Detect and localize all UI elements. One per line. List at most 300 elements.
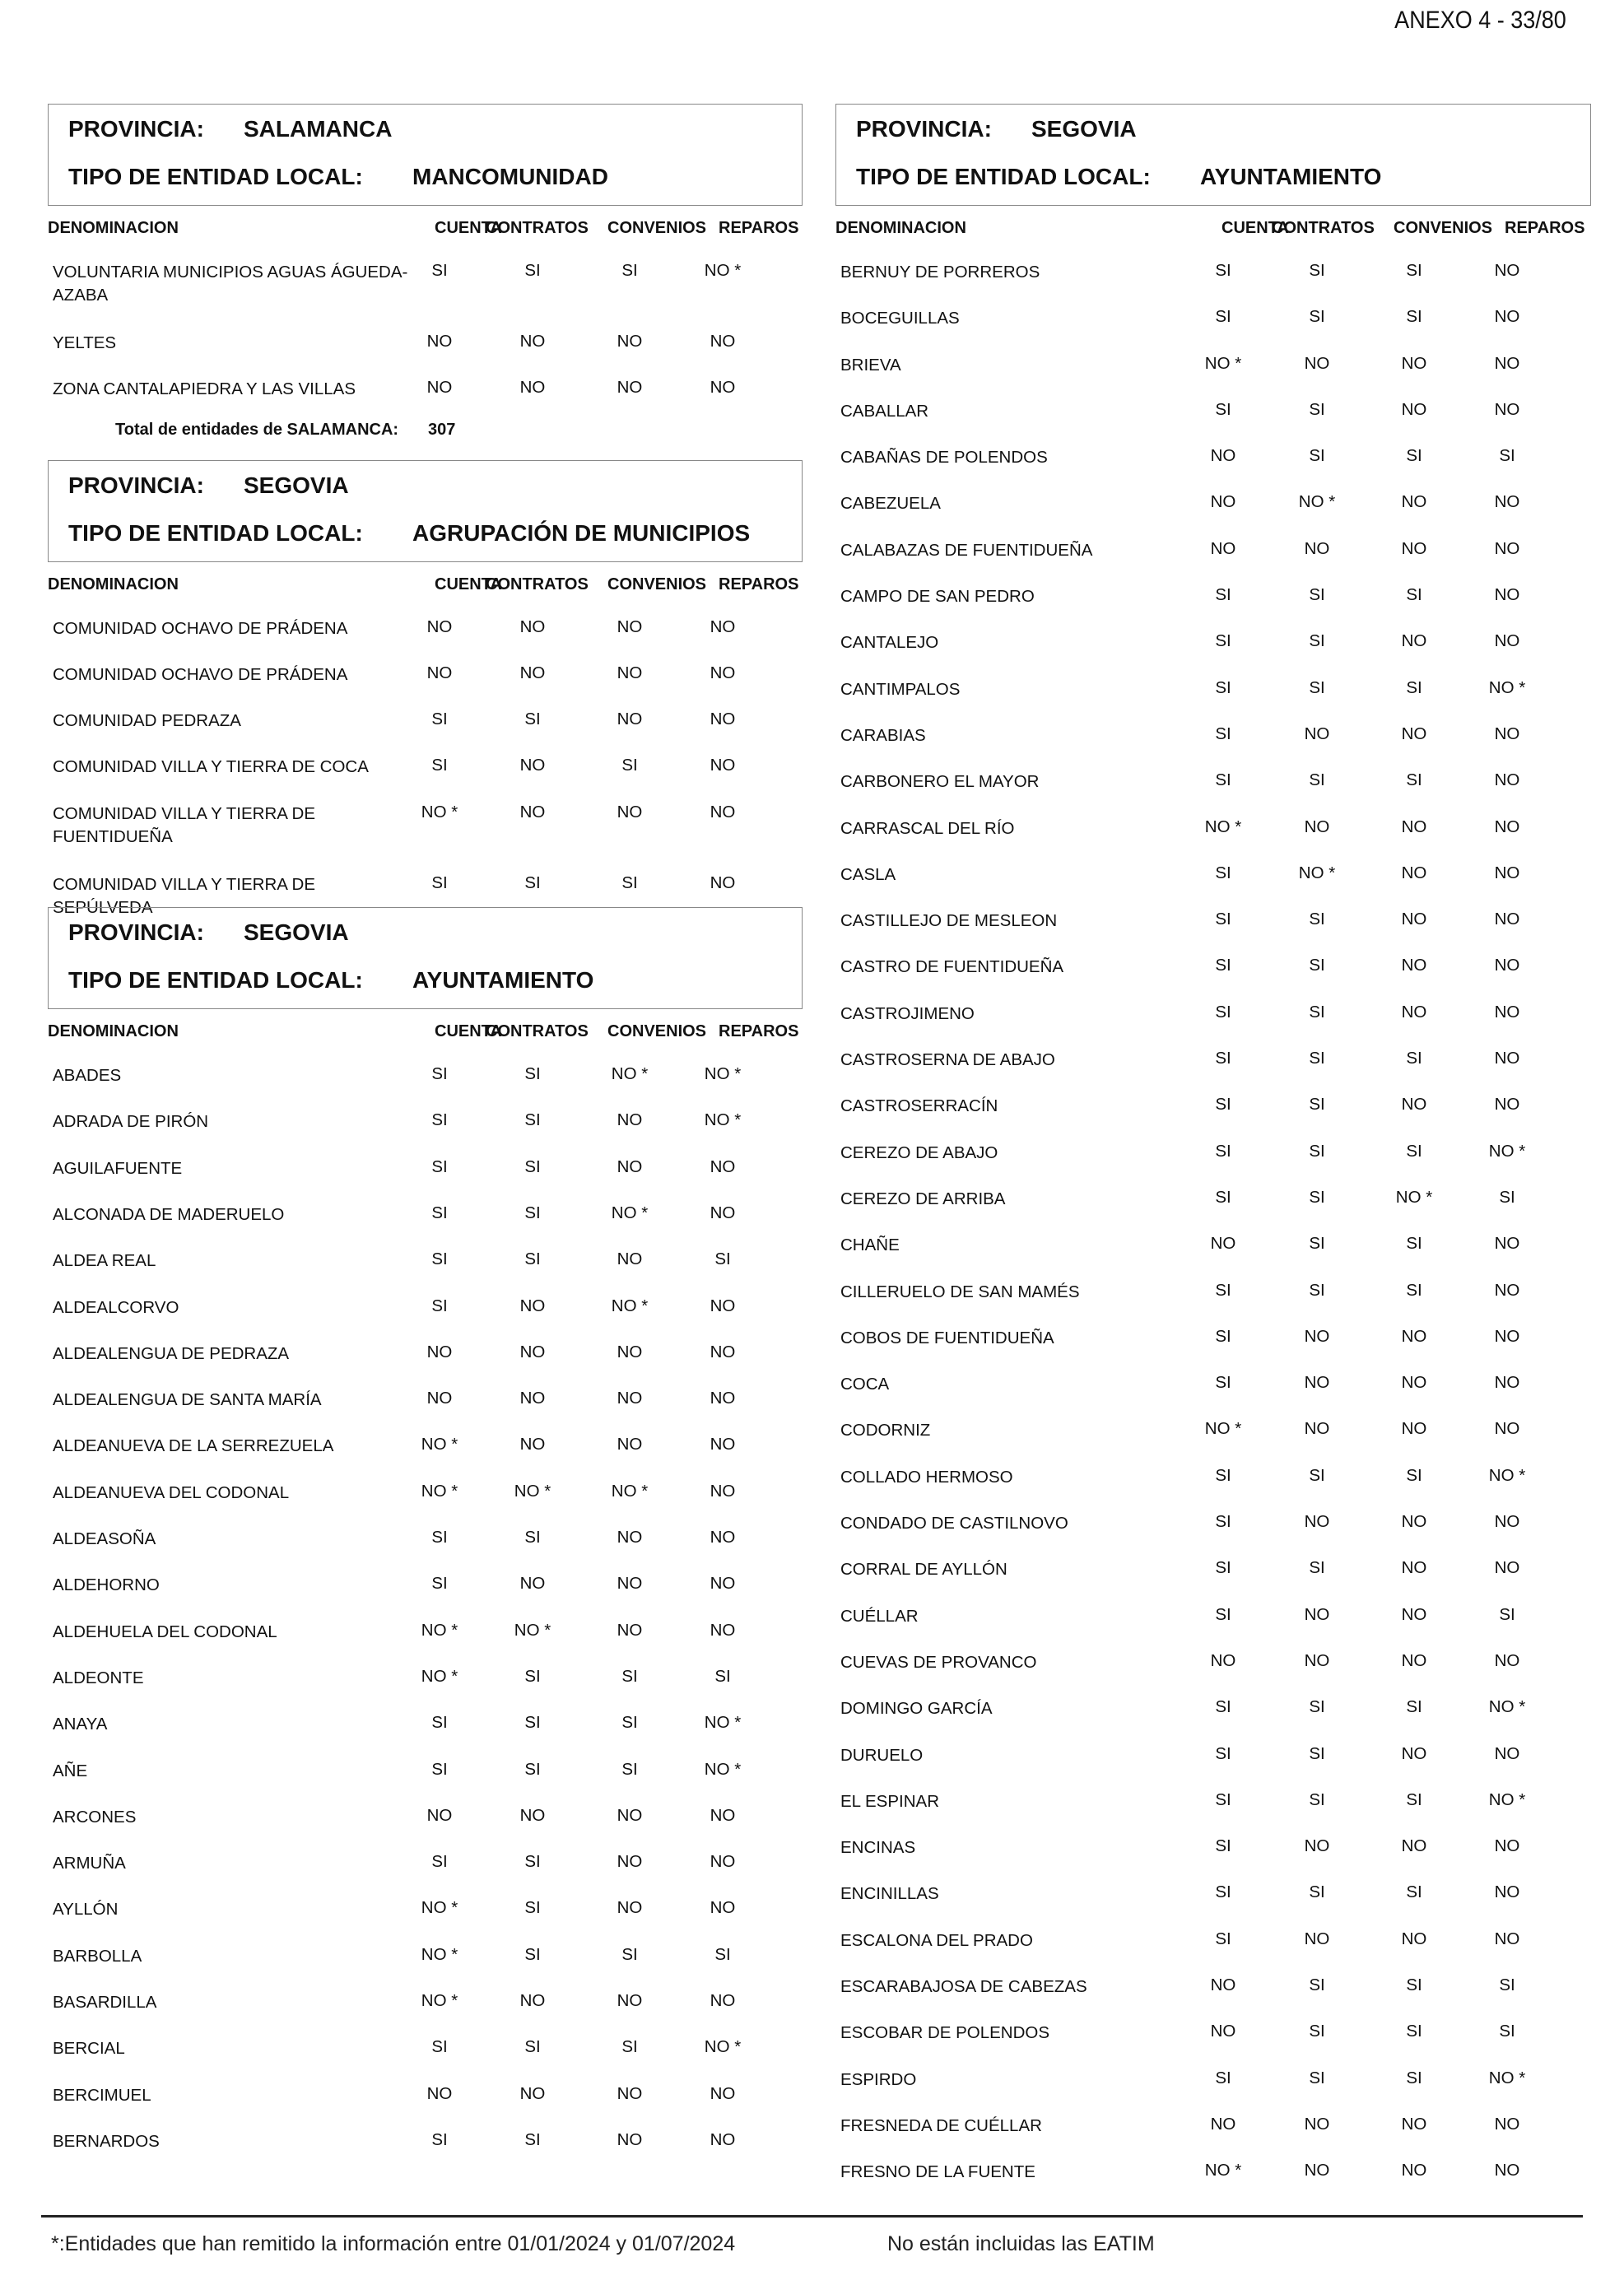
- convenios-cell: NO: [1401, 1836, 1427, 1856]
- table-row: [48, 1747, 803, 1794]
- entity-name: CALABAZAS DE FUENTIDUEÑA: [840, 540, 1093, 560]
- cuenta-cell: SI: [431, 2129, 448, 2149]
- entity-name: CODORNIZ: [840, 1421, 931, 1440]
- contratos-cell: NO: [519, 1389, 546, 1408]
- convenios-cell: SI: [1406, 677, 1422, 697]
- entity-name: ESCALONA DEL PRADO: [840, 1930, 1033, 1950]
- contratos-cell: NO: [1304, 1836, 1330, 1856]
- contratos-cell: NO *: [1298, 863, 1336, 882]
- cuenta-cell: NO: [1210, 492, 1236, 512]
- cuenta-cell: SI: [1215, 1326, 1231, 1346]
- table-row: [835, 480, 1591, 526]
- reparos-cell: NO: [1494, 2161, 1520, 2180]
- reparos-cell: NO: [1494, 863, 1520, 882]
- entity-name: AÑE: [53, 1761, 88, 1780]
- left-column: [48, 104, 803, 2164]
- contratos-cell: SI: [524, 1250, 541, 1269]
- table-row: [48, 365, 803, 412]
- provincia-label: PROVINCIA:: [68, 919, 204, 946]
- entity-name: CEREZO DE ARRIBA: [840, 1189, 1006, 1208]
- convenios-cell: NO: [617, 1110, 643, 1130]
- reparos-cell: NO: [710, 802, 736, 821]
- convenios-cell: NO: [1401, 1929, 1427, 1948]
- cuenta-cell: NO *: [421, 1481, 458, 1501]
- contratos-cell: SI: [1309, 1465, 1325, 1485]
- convenios-cell: NO: [1401, 863, 1427, 882]
- provincia-label: PROVINCIA:: [68, 116, 204, 142]
- reparos-cell: NO: [1494, 538, 1520, 558]
- contratos-cell: SI: [1309, 2068, 1325, 2087]
- contratos-cell: NO *: [514, 1620, 551, 1640]
- contratos-cell: SI: [524, 2129, 541, 2149]
- convenios-cell: NO: [1401, 724, 1427, 743]
- convenios-cell: SI: [1406, 1789, 1422, 1809]
- contratos-cell: SI: [1309, 261, 1325, 280]
- tipo-entidad-value: MANCOMUNIDAD: [412, 164, 608, 189]
- convenios-cell: SI: [621, 756, 638, 775]
- reparos-cell: NO *: [704, 1110, 742, 1130]
- cuenta-cell: SI: [431, 1852, 448, 1872]
- reparos-cell: NO: [710, 873, 736, 892]
- reparos-cell: NO: [710, 617, 736, 636]
- contratos-cell: NO: [1304, 1929, 1330, 1948]
- convenios-cell: SI: [1406, 585, 1422, 605]
- reparos-cell: NO *: [704, 1064, 742, 1084]
- cuenta-cell: SI: [431, 1296, 448, 1315]
- cuenta-cell: SI: [1215, 1465, 1231, 1485]
- table-row: [48, 861, 803, 917]
- cuenta-cell: SI: [1215, 261, 1231, 280]
- table-row: [48, 1701, 803, 1747]
- contratos-cell: NO: [1304, 353, 1330, 373]
- section-header-box: [48, 104, 803, 206]
- column-header-denominacion: DENOMINACION: [48, 575, 179, 593]
- cuenta-cell: NO: [426, 332, 453, 351]
- cuenta-cell: SI: [1215, 1789, 1231, 1809]
- cuenta-cell: SI: [1215, 956, 1231, 975]
- table-row: [835, 1917, 1591, 1963]
- entity-name: ALDEANUEVA DEL CODONAL: [53, 1482, 290, 1502]
- column-header-cuenta: CUENTA: [1221, 219, 1289, 237]
- entity-name: ALDEA REAL: [53, 1251, 156, 1271]
- contratos-cell: NO: [1304, 817, 1330, 836]
- footer-eatim-note: No están incluidas las EATIM: [887, 2232, 1155, 2255]
- contratos-cell: NO: [519, 756, 546, 775]
- column-header-denominacion: DENOMINACION: [835, 219, 966, 237]
- reparos-cell: NO: [710, 1342, 736, 1361]
- table-row: [835, 1685, 1591, 1731]
- entity-name: COMUNIDAD PEDRAZA: [53, 711, 241, 731]
- convenios-cell: SI: [1406, 1280, 1422, 1300]
- table-row: [835, 2148, 1591, 2194]
- convenios-cell: NO *: [1395, 1187, 1433, 1207]
- contratos-cell: SI: [1309, 1882, 1325, 1902]
- contratos-cell: SI: [524, 261, 541, 280]
- contratos-cell: SI: [1309, 1280, 1325, 1300]
- cuenta-cell: NO *: [1204, 817, 1242, 836]
- table-row: [835, 1732, 1591, 1778]
- table-row: [48, 1654, 803, 1701]
- total-row: [48, 412, 803, 460]
- table-row: [835, 1546, 1591, 1592]
- entity-name: COBOS DE FUENTIDUEÑA: [840, 1328, 1054, 1347]
- reparos-cell: NO: [710, 378, 736, 398]
- entity-name: CASTROJIMENO: [840, 1003, 975, 1023]
- tipo-entidad-value: AYUNTAMIENTO: [1200, 164, 1382, 189]
- entity-name: FRESNO DE LA FUENTE: [840, 2162, 1035, 2182]
- convenios-cell: NO: [1401, 1326, 1427, 1346]
- contratos-cell: SI: [1309, 1975, 1325, 1994]
- convenios-cell: NO: [1401, 1002, 1427, 1022]
- table-row: [48, 249, 803, 319]
- cuenta-cell: SI: [1215, 1558, 1231, 1578]
- reparos-cell: NO: [1494, 1326, 1520, 1346]
- reparos-cell: NO *: [1488, 1465, 1526, 1485]
- cuenta-cell: NO *: [1204, 353, 1242, 373]
- table-row: [835, 2009, 1591, 2055]
- entity-name: CASTRO DE FUENTIDUEÑA: [840, 957, 1064, 977]
- convenios-cell: NO: [617, 1805, 643, 1825]
- cuenta-cell: NO *: [1204, 2161, 1242, 2180]
- convenios-cell: NO: [1401, 817, 1427, 836]
- table-row: [835, 434, 1591, 480]
- column-headers: [48, 206, 803, 249]
- convenios-cell: SI: [1406, 1141, 1422, 1161]
- contratos-cell: SI: [1309, 1049, 1325, 1068]
- entity-name: ESCOBAR DE POLENDOS: [840, 2023, 1050, 2043]
- convenios-cell: NO: [617, 1898, 643, 1918]
- reparos-cell: NO: [710, 1574, 736, 1594]
- convenios-cell: NO: [1401, 1743, 1427, 1763]
- cuenta-cell: SI: [1215, 677, 1231, 697]
- provincia-value: SALAMANCA: [244, 116, 393, 142]
- reparos-cell: NO: [710, 2129, 736, 2149]
- convenios-cell: SI: [621, 261, 638, 280]
- reparos-cell: NO: [710, 1528, 736, 1547]
- convenios-cell: NO *: [611, 1064, 649, 1084]
- convenios-cell: NO: [617, 1435, 643, 1454]
- table-row: [835, 897, 1591, 943]
- convenios-cell: SI: [621, 2037, 638, 2057]
- convenios-cell: NO *: [611, 1203, 649, 1222]
- reparos-cell: NO *: [704, 1713, 742, 1733]
- table-row: [48, 1840, 803, 1886]
- contratos-cell: NO: [1304, 1326, 1330, 1346]
- entity-name: BERCIMUEL: [53, 2085, 151, 2105]
- contratos-cell: SI: [1309, 1002, 1325, 1022]
- cuenta-cell: SI: [431, 1250, 448, 1269]
- contratos-cell: SI: [1309, 1234, 1325, 1254]
- table-row: [835, 1500, 1591, 1546]
- reparos-cell: NO: [710, 1389, 736, 1408]
- reparos-cell: NO: [710, 756, 736, 775]
- convenios-cell: SI: [1406, 1697, 1422, 1717]
- reparos-cell: NO: [1494, 492, 1520, 512]
- reparos-cell: NO: [1494, 1002, 1520, 1022]
- reparos-cell: NO: [1494, 724, 1520, 743]
- reparos-cell: SI: [1499, 1975, 1515, 1994]
- reparos-cell: NO *: [1488, 1789, 1526, 1809]
- cuenta-cell: SI: [1215, 1512, 1231, 1532]
- reparos-cell: NO: [1494, 1234, 1520, 1254]
- contratos-cell: SI: [524, 1759, 541, 1779]
- convenios-cell: NO: [1401, 399, 1427, 419]
- convenios-cell: NO: [617, 1389, 643, 1408]
- reparos-cell: SI: [1499, 1604, 1515, 1624]
- contratos-cell: NO: [1304, 1650, 1330, 1670]
- column-header-convenios: CONVENIOS: [607, 1022, 707, 1041]
- convenios-cell: SI: [621, 873, 638, 892]
- table-row: [835, 1593, 1591, 1639]
- convenios-cell: SI: [1406, 1465, 1422, 1485]
- convenios-cell: SI: [1406, 770, 1422, 790]
- contratos-cell: NO: [1304, 1512, 1330, 1532]
- contratos-cell: SI: [1309, 1187, 1325, 1207]
- contratos-cell: NO: [1304, 1373, 1330, 1393]
- reparos-cell: NO: [1494, 261, 1520, 280]
- reparos-cell: NO: [1494, 1280, 1520, 1300]
- cuenta-cell: NO: [426, 1389, 453, 1408]
- cuenta-cell: SI: [431, 710, 448, 729]
- contratos-cell: SI: [1309, 1789, 1325, 1809]
- reparos-cell: NO: [1494, 631, 1520, 651]
- entity-name: AGUILAFUENTE: [53, 1158, 183, 1178]
- table-row: [48, 1515, 803, 1561]
- table-row: [835, 1268, 1591, 1315]
- cuenta-cell: SI: [1215, 1743, 1231, 1763]
- convenios-cell: SI: [1406, 2068, 1422, 2087]
- column-header-contratos: CONTRATOS: [486, 219, 589, 237]
- contratos-cell: NO *: [514, 1481, 551, 1501]
- column-header-convenios: CONVENIOS: [607, 219, 707, 237]
- table-row: [48, 605, 803, 651]
- entity-name: ARMUÑA: [53, 1854, 126, 1873]
- table-row: [48, 1979, 803, 2025]
- cuenta-cell: SI: [1215, 910, 1231, 929]
- entity-name: ESPIRDO: [840, 2069, 917, 2089]
- contratos-cell: NO: [519, 332, 546, 351]
- entity-name: ZONA CANTALAPIEDRA Y LAS VILLAS: [53, 379, 356, 399]
- cuenta-cell: SI: [431, 1574, 448, 1594]
- table-row: [48, 2118, 803, 2164]
- cuenta-cell: NO: [1210, 538, 1236, 558]
- reparos-cell: NO: [1494, 585, 1520, 605]
- entity-name: COMUNIDAD OCHAVO DE PRÁDENA: [53, 618, 348, 638]
- table-row: [48, 697, 803, 743]
- table-row: [835, 388, 1591, 434]
- table-row: [48, 1886, 803, 1932]
- entity-name: ALCONADA DE MADERUELO: [53, 1204, 285, 1224]
- reparos-cell: NO: [1494, 1743, 1520, 1763]
- cuenta-cell: SI: [1215, 307, 1231, 327]
- convenios-cell: SI: [1406, 307, 1422, 327]
- cuenta-cell: SI: [1215, 1141, 1231, 1161]
- table-row: [48, 790, 803, 861]
- convenios-cell: NO: [617, 663, 643, 682]
- table-row: [835, 1315, 1591, 1361]
- entity-name: CUÉLLAR: [840, 1606, 919, 1626]
- reparos-cell: NO: [1494, 1049, 1520, 1068]
- reparos-cell: NO: [1494, 1650, 1520, 1670]
- contratos-cell: SI: [1309, 956, 1325, 975]
- cuenta-cell: SI: [431, 756, 448, 775]
- table-row: [835, 573, 1591, 619]
- section-header-box: [48, 907, 803, 1009]
- cuenta-cell: NO *: [421, 1991, 458, 2011]
- reparos-cell: NO: [1494, 770, 1520, 790]
- entity-name: BOCEGUILLAS: [840, 309, 960, 328]
- convenios-cell: SI: [621, 1666, 638, 1686]
- cuenta-cell: NO: [1210, 1975, 1236, 1994]
- cuenta-cell: SI: [431, 1759, 448, 1779]
- table-row: [835, 1870, 1591, 1916]
- contratos-cell: NO *: [1298, 492, 1336, 512]
- column-header-convenios: CONVENIOS: [1394, 219, 1493, 237]
- entity-name: EL ESPINAR: [840, 1791, 940, 1811]
- contratos-cell: SI: [524, 1528, 541, 1547]
- table-row: [48, 2025, 803, 2071]
- entity-name: ENCINILLAS: [840, 1884, 939, 1904]
- cuenta-cell: SI: [431, 2037, 448, 2057]
- column-headers: [48, 1009, 803, 1052]
- reparos-cell: SI: [714, 1666, 731, 1686]
- reparos-cell: NO: [1494, 399, 1520, 419]
- contratos-cell: SI: [1309, 1558, 1325, 1578]
- contratos-cell: SI: [1309, 631, 1325, 651]
- entity-name: ALDEANUEVA DE LA SERREZUELA: [53, 1436, 334, 1456]
- reparos-cell: NO *: [704, 2037, 742, 2057]
- entity-name: ANAYA: [53, 1715, 108, 1734]
- column-header-contratos: CONTRATOS: [1272, 219, 1375, 237]
- column-header-contratos: CONTRATOS: [486, 575, 589, 593]
- reparos-cell: NO: [1494, 2114, 1520, 2134]
- entity-name: COMUNIDAD VILLA Y TIERRA DE SEPÚLVEDA: [53, 874, 315, 917]
- cuenta-cell: NO *: [421, 1666, 458, 1686]
- contratos-cell: SI: [524, 1713, 541, 1733]
- reparos-cell: NO *: [1488, 2068, 1526, 2087]
- cuenta-cell: NO *: [1204, 1419, 1242, 1439]
- table-row: [835, 1454, 1591, 1500]
- reparos-cell: NO: [710, 1805, 736, 1825]
- convenios-cell: NO: [1401, 1512, 1427, 1532]
- table-row: [835, 1082, 1591, 1129]
- table-row: [48, 1284, 803, 1330]
- convenios-cell: NO: [1401, 353, 1427, 373]
- cuenta-cell: SI: [431, 261, 448, 280]
- entity-name: CILLERUELO DE SAN MAMÉS: [840, 1282, 1080, 1301]
- reparos-cell: NO: [1494, 307, 1520, 327]
- contratos-cell: NO: [519, 617, 546, 636]
- entity-name: DURUELO: [840, 1745, 924, 1765]
- table-row: [835, 1036, 1591, 1082]
- convenios-cell: NO: [1401, 1373, 1427, 1393]
- reparos-cell: NO: [710, 1898, 736, 1918]
- reparos-cell: NO *: [1488, 1697, 1526, 1717]
- tipo-entidad-label: TIPO DE ENTIDAD LOCAL:: [68, 967, 363, 994]
- contratos-cell: SI: [524, 1852, 541, 1872]
- contratos-cell: SI: [524, 1666, 541, 1686]
- convenios-cell: SI: [1406, 261, 1422, 280]
- table-row: [835, 805, 1591, 851]
- reparos-cell: SI: [714, 1944, 731, 1964]
- table-row: [48, 651, 803, 697]
- cuenta-cell: SI: [1215, 399, 1231, 419]
- contratos-cell: NO: [519, 1805, 546, 1825]
- cuenta-cell: SI: [1215, 1882, 1231, 1902]
- section-header-box: [48, 460, 803, 562]
- column-header-reparos: REPAROS: [1505, 219, 1585, 237]
- provincia-label: PROVINCIA:: [856, 116, 992, 142]
- entity-name: CASTROSERRACÍN: [840, 1096, 998, 1116]
- column-header-contratos: CONTRATOS: [486, 1022, 589, 1041]
- convenios-cell: NO: [1401, 1650, 1427, 1670]
- entity-name: CARRASCAL DEL RÍO: [840, 818, 1015, 838]
- entity-name: CANTALEJO: [840, 633, 939, 653]
- tipo-entidad-label: TIPO DE ENTIDAD LOCAL:: [856, 164, 1151, 189]
- entity-name: ALDEALCORVO: [53, 1297, 179, 1317]
- cuenta-cell: SI: [431, 1203, 448, 1222]
- table-row: [835, 249, 1591, 295]
- contratos-cell: SI: [1309, 770, 1325, 790]
- entity-name: CHAÑE: [840, 1236, 900, 1255]
- cuenta-cell: NO: [1210, 1650, 1236, 1670]
- column-header-reparos: REPAROS: [719, 1022, 799, 1041]
- cuenta-cell: SI: [1215, 1697, 1231, 1717]
- convenios-cell: NO: [1401, 631, 1427, 651]
- contratos-cell: SI: [524, 873, 541, 892]
- convenios-cell: SI: [1406, 1049, 1422, 1068]
- reparos-cell: NO: [710, 1852, 736, 1872]
- cuenta-cell: NO *: [421, 1620, 458, 1640]
- table-row: [48, 1794, 803, 1840]
- convenios-cell: NO: [1401, 2161, 1427, 2180]
- cuenta-cell: SI: [1215, 1373, 1231, 1393]
- table-row: [835, 295, 1591, 341]
- column-header-denominacion: DENOMINACION: [48, 219, 179, 237]
- convenios-cell: SI: [621, 1759, 638, 1779]
- cuenta-cell: NO: [426, 1805, 453, 1825]
- contratos-cell: SI: [1309, 446, 1325, 466]
- reparos-cell: NO: [710, 1435, 736, 1454]
- page-header: ANEXO 4 - 33/80: [1394, 7, 1566, 34]
- reparos-cell: NO: [710, 710, 736, 729]
- contratos-cell: NO: [519, 1435, 546, 1454]
- table-row: [48, 1933, 803, 1979]
- reparos-cell: NO: [710, 1991, 736, 2011]
- total-value: 307: [428, 420, 456, 439]
- cuenta-cell: SI: [1215, 2068, 1231, 2087]
- cuenta-cell: SI: [431, 1713, 448, 1733]
- reparos-cell: NO: [710, 1620, 736, 1640]
- entity-name: BARBOLLA: [53, 1946, 142, 1966]
- entity-name: ESCARABAJOSA DE CABEZAS: [840, 1976, 1087, 1996]
- table-row: [48, 1145, 803, 1191]
- entity-name: CABAÑAS DE POLENDOS: [840, 448, 1048, 468]
- table-row: [835, 851, 1591, 897]
- entity-name: BRIEVA: [840, 355, 901, 375]
- reparos-cell: NO: [710, 1203, 736, 1222]
- table-row: [835, 943, 1591, 989]
- table-row: [835, 619, 1591, 665]
- entity-name: CASTROSERNA DE ABAJO: [840, 1050, 1055, 1070]
- entity-name: COLLADO HERMOSO: [840, 1467, 1013, 1487]
- cuenta-cell: NO *: [421, 1435, 458, 1454]
- reparos-cell: NO *: [1488, 677, 1526, 697]
- table-row: [835, 527, 1591, 573]
- reparos-cell: NO *: [704, 261, 742, 280]
- contratos-cell: NO: [1304, 538, 1330, 558]
- cuenta-cell: SI: [1215, 631, 1231, 651]
